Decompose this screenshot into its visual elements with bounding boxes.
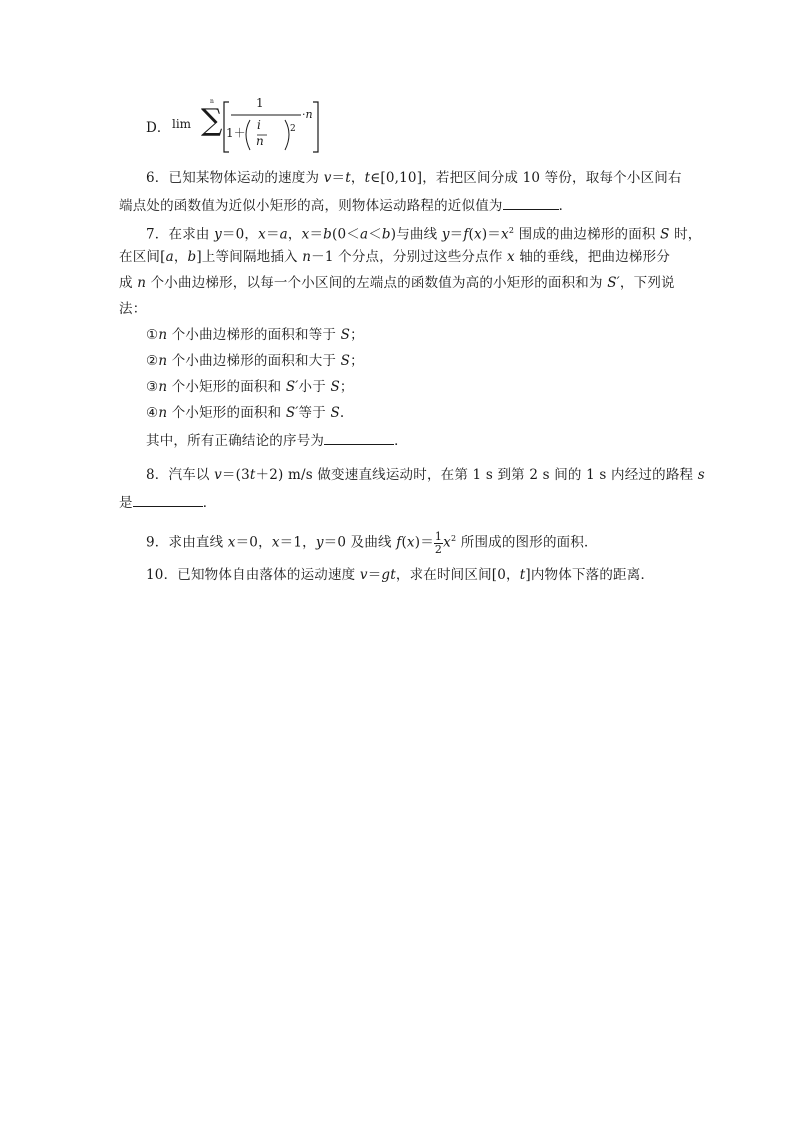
q6-v: v — [323, 170, 332, 186]
option-marker: ② — [146, 353, 159, 369]
q8-t: t — [249, 467, 256, 483]
q9-x: x — [406, 534, 415, 551]
q7-x: x — [501, 226, 509, 243]
q6-text: 6．已知某物体运动的速度为 — [146, 170, 324, 186]
limit-symbol: lim — [172, 117, 192, 131]
q7-answer-end: ． — [394, 433, 408, 449]
q9-text: ( — [401, 534, 407, 551]
q7-n: n — [158, 353, 168, 369]
q7-S: S — [340, 327, 351, 343]
q7-text: 法： — [119, 301, 147, 317]
q7-option-3 — [146, 378, 354, 396]
fraction-numerator: 1 — [256, 96, 264, 110]
q7-text: ]上等间隔地插入 — [196, 249, 303, 265]
q7-text: ， — [173, 249, 188, 265]
q7-a: a — [359, 226, 369, 243]
q7-S-prime: S′ — [607, 275, 620, 291]
q7-text: )与曲线 — [390, 226, 442, 243]
option-text: 个小曲边梯形的面积和等于 — [167, 327, 341, 343]
q7-line2 — [119, 248, 670, 266]
q9-text: ＝0 及曲线 — [323, 534, 397, 551]
q7-S: S — [330, 379, 340, 395]
var-i: i — [257, 118, 261, 132]
option-marker: ③ — [146, 379, 159, 395]
q7-b: b — [187, 249, 197, 265]
q9-x: x — [271, 534, 280, 551]
q7-S: S — [660, 226, 670, 243]
q10-text: ＝ — [367, 567, 382, 583]
q8-text: ＋2) m/s 做变速直线运动时，在第 1 s 到第 2 s 间的 1 s 内经过的路程 — [255, 467, 698, 483]
q7-text: ， — [287, 226, 302, 243]
q9-text: 所围成的图形的面积． — [456, 534, 598, 551]
option-text: . — [339, 405, 345, 421]
q7-answer-line — [146, 430, 408, 450]
q8-answer-blank[interactable] — [133, 492, 203, 507]
q8-line2 — [119, 492, 216, 512]
q7-text: ＜ — [368, 226, 382, 243]
q6-comma: ， — [350, 170, 365, 186]
q7-text: ＝ — [309, 226, 324, 243]
option-text: ； — [339, 379, 354, 395]
q7-text: ＝ — [265, 226, 280, 243]
q6-eq: ＝ — [331, 170, 346, 186]
q7-b: b — [323, 226, 332, 243]
option-text: 个小曲边梯形的面积和大于 — [167, 353, 341, 369]
q7-a: a — [165, 249, 174, 265]
q6-range: ∈[0,10]，若把区间分成 10 等份，取每个小区间右 — [370, 170, 682, 186]
q10-v: v — [359, 567, 368, 583]
q7-line1 — [146, 222, 701, 244]
q7-n: n — [137, 275, 147, 291]
q7-S: S — [330, 405, 340, 421]
q7-text: (0＜ — [331, 226, 360, 243]
q7-S-prime: S′ — [285, 405, 299, 421]
q8-text: 是 — [119, 495, 133, 511]
q7-text: ，下列说 — [619, 275, 675, 291]
q7-text: 个小曲边梯形，以每一个小区间的左端点的函数值为高的小矩形的面积和为 — [146, 275, 608, 291]
q7-text: 成 — [119, 275, 138, 291]
q10-text: ]内物体下落的距离． — [525, 567, 655, 583]
q7-b: b — [381, 226, 391, 243]
q8-end: ． — [202, 495, 217, 511]
q7-text: 7．在求由 — [146, 226, 215, 243]
q9-text: ＝1， — [279, 534, 316, 551]
q8-text: ＝(3 — [221, 467, 250, 483]
q7-option-2 — [146, 352, 364, 370]
q7-n: n — [158, 405, 168, 421]
option-marker: ④ — [146, 405, 159, 421]
q7-answer-prompt: 其中，所有正确结论的序号为 — [146, 433, 325, 449]
q6-text2: 端点处的函数值为近似小矩形的高，则物体运动路程的近似值为 — [119, 198, 503, 214]
q10-line — [146, 566, 654, 584]
q6-line2 — [119, 195, 572, 215]
q9-f: f — [396, 534, 402, 551]
q7-x: x — [258, 226, 266, 243]
q7-text: 围成的曲边梯形的面积 — [514, 226, 661, 243]
q9-text: ＝0， — [235, 534, 272, 551]
q6-line1 — [146, 169, 682, 187]
q10-text: 10．已知物体自由落体的运动速度 — [146, 567, 360, 583]
q7-f: f — [463, 226, 469, 243]
q8-text: 8．汽车以 — [146, 467, 215, 483]
q6-t: t — [345, 170, 351, 186]
q8-s: s — [697, 467, 705, 483]
q7-n: n — [302, 249, 312, 265]
q9-x: x — [227, 534, 236, 551]
q9-x: x — [443, 534, 451, 551]
q7-x: x — [301, 226, 310, 243]
q7-text: 在区间[ — [119, 249, 166, 265]
q9-y: y — [315, 534, 324, 551]
q6-answer-blank[interactable] — [503, 195, 559, 210]
q7-S: S — [340, 353, 351, 369]
one-plus: 1＋ — [226, 126, 246, 140]
option-text: ； — [350, 327, 364, 343]
q7-y: y — [441, 226, 450, 243]
q7-option-1 — [146, 326, 364, 344]
q7-option-4 — [146, 404, 344, 422]
option-text: 小于 — [298, 379, 331, 395]
q7-text: 轴的垂线，把曲边梯形分 — [514, 249, 671, 265]
q10-gt: gt — [381, 567, 396, 583]
q7-text: ( — [468, 226, 475, 243]
q7-line3 — [119, 274, 675, 292]
one-half-fraction — [434, 531, 443, 556]
q7-text: 时， — [669, 226, 702, 243]
option-text: 个小矩形的面积和 — [167, 379, 286, 395]
q9-text: )＝ — [414, 534, 434, 551]
q7-n: n — [158, 327, 168, 343]
q7-n: n — [158, 379, 168, 395]
q7-text: ＝ — [449, 226, 464, 243]
q9-exponent: 2 — [450, 534, 457, 543]
q7-text: ＝0， — [221, 226, 259, 243]
q6-end: ． — [558, 198, 573, 214]
q9-line — [146, 530, 598, 556]
q10-t: t — [519, 567, 526, 583]
q7-x: x — [507, 249, 515, 265]
fraction-numerator: 1 — [434, 529, 443, 543]
option-text: 个小矩形的面积和 — [167, 405, 286, 421]
q7-S-prime: S′ — [285, 379, 299, 395]
option-d-formula — [118, 96, 338, 158]
option-text: 等于 — [298, 405, 331, 421]
times-n: ·n — [302, 108, 313, 121]
option-d-label: D． — [146, 120, 171, 136]
option-marker: ① — [146, 327, 159, 343]
q10-text: ，求在时间区间[0， — [395, 567, 520, 583]
q7-text: －1 个分点，分别过这些分点作 — [311, 249, 508, 265]
sum-upper-limit: n — [210, 98, 214, 105]
option-text: ； — [350, 353, 364, 369]
fraction-denominator: 2 — [434, 542, 443, 556]
q7-text: )＝ — [481, 226, 502, 243]
q7-answer-blank[interactable] — [324, 430, 394, 445]
q9-text: 9．求由直线 — [146, 534, 228, 551]
q7-x: x — [474, 226, 482, 243]
q7-line4 — [119, 300, 146, 318]
exponent-two: 2 — [290, 124, 296, 134]
q7-exponent: 2 — [508, 226, 515, 235]
var-n: n — [256, 134, 264, 148]
q7-a: a — [279, 226, 288, 243]
sigma-symbol: ∑ — [201, 103, 223, 138]
q8-v: v — [214, 467, 222, 483]
q7-y: y — [214, 226, 222, 243]
q8-line1 — [146, 466, 705, 484]
q6-t2: t — [364, 170, 371, 186]
